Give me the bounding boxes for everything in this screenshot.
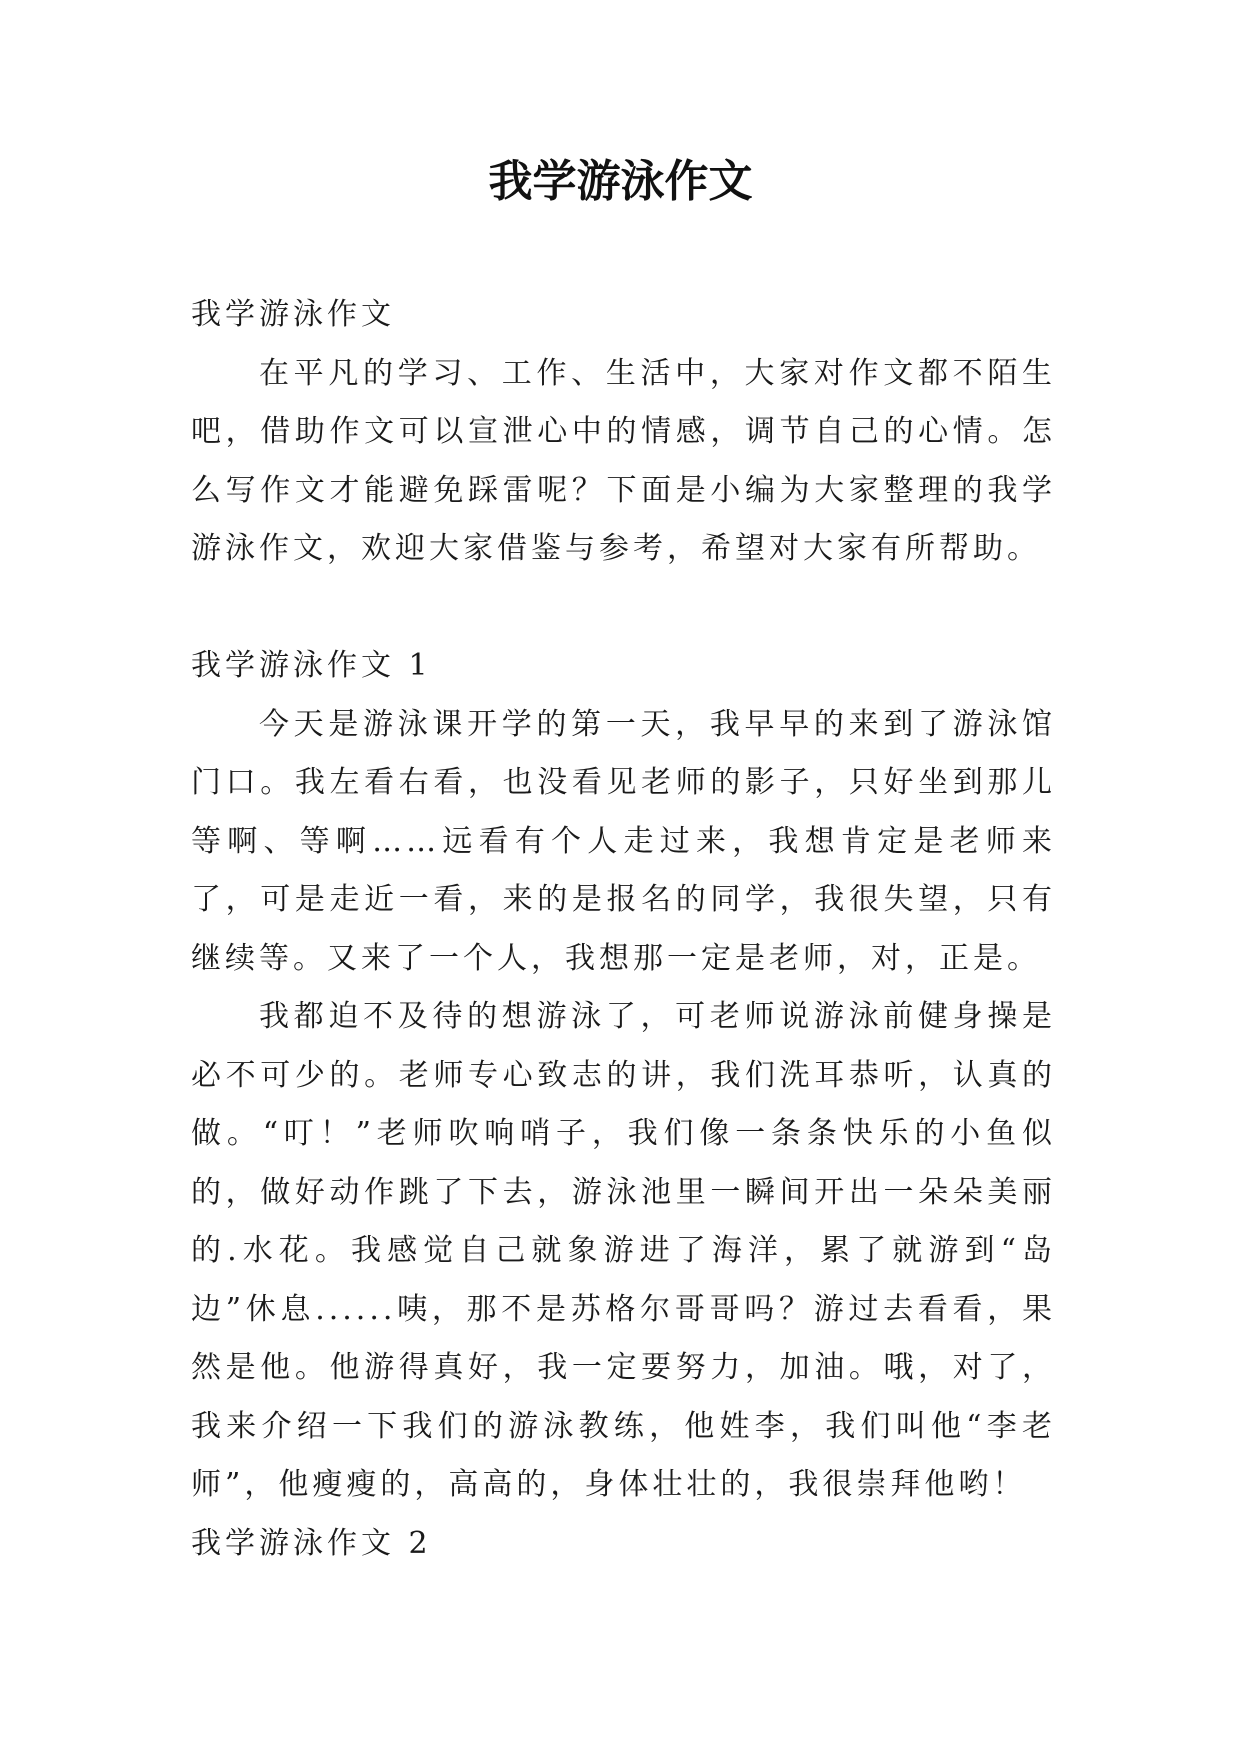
section-spacer <box>191 579 1056 638</box>
document-body <box>191 286 1056 1573</box>
intro-paragraph: 在平凡的学习、工作、生活中，大家对作文都不陌生吧，借助作文可以宣泄心中的情感，调节自己的心情。怎么写作文才能避免踩雷呢？下面是小编为大家整理的我学游泳作文，欢迎大家借鉴与参考，希望对大家有所帮助。 <box>191 355 1056 566</box>
essay-2-heading: 我学游泳作文 2 <box>191 1525 432 1561</box>
essay-1-heading: 我学游泳作文 1 <box>191 648 432 683</box>
intro-heading: 我学游泳作文 <box>191 297 395 332</box>
document-title: 我学游泳作文 <box>488 156 753 207</box>
essay-1-paragraph-2: 我都迫不及待的想游泳了，可老师说游泳前健身操是必不可少的。老师专心致志的讲，我们洗耳恭听，认真的做。“叮！”老师吹响哨子，我们像一条条快乐的小鱼似的，做好动作跳了下去，游泳池里一瞬间开出一朵朵美丽的.水花。我感觉自己就象游进了海洋，累了就游到“岛边”休息......咦，那不是苏格尔哥哥吗？游过去看看，果然是他。他游得真好，我一定要努力，加油。哦，对了，我来介绍一下我们的游泳教练，他姓李，我们叫他“李老师”，他瘦瘦的，高高的，身体壮壮的，我很崇拜他哟！ <box>191 999 1056 1502</box>
essay-1-paragraph-1: 今天是游泳课开学的第一天，我早早的来到了游泳馆门口。我左看右看，也没看见老师的影子，只好坐到那儿等啊、等啊……远看有个人走过来，我想肯定是老师来了，可是走近一看，来的是报名的同学，我很失望，只有继续等。又来了一个人，我想那一定是老师，对，正是。 <box>191 706 1056 976</box>
